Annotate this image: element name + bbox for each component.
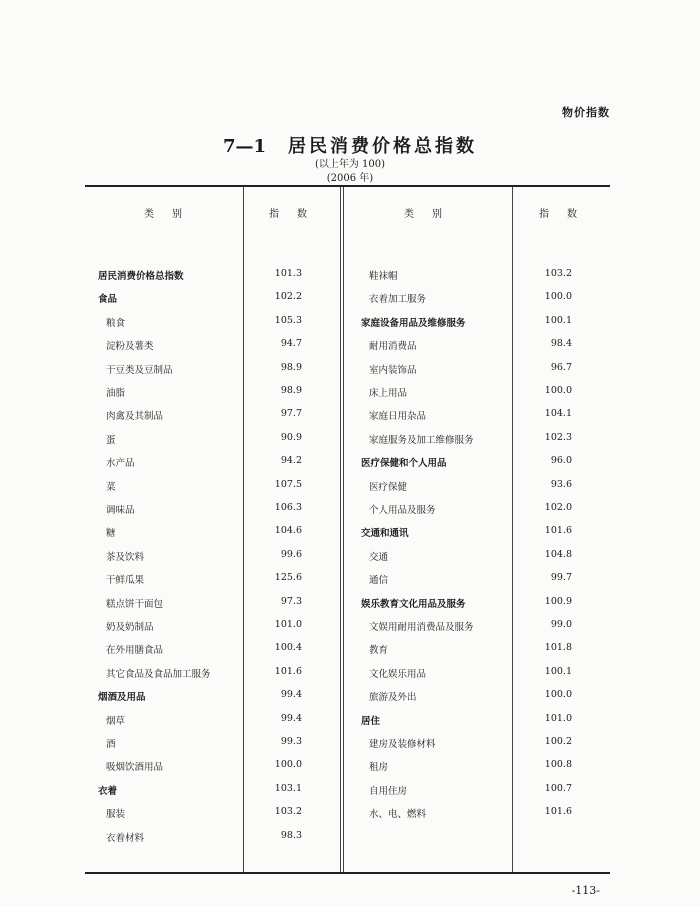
row-label: 肉禽及其制品 xyxy=(106,411,164,422)
column-divider xyxy=(243,187,244,872)
header-index-left: 指 数 xyxy=(269,209,311,220)
row-label: 交通和通讯 xyxy=(361,528,409,539)
row-value: 103.2 xyxy=(544,268,572,279)
row-label: 食品 xyxy=(98,294,118,305)
row-value: 100.1 xyxy=(544,315,572,326)
row-label: 水产品 xyxy=(106,458,135,469)
row-label: 居民消费价格总指数 xyxy=(98,271,184,282)
row-label: 糕点饼干面包 xyxy=(106,599,164,610)
header-category-left: 类 别 xyxy=(144,209,186,220)
table-top-rule xyxy=(85,185,610,187)
row-label: 干鲜瓜果 xyxy=(106,575,145,586)
row-label: 建房及装修材料 xyxy=(369,739,436,750)
row-value: 102.2 xyxy=(274,291,302,302)
row-value: 90.9 xyxy=(280,432,302,443)
row-value: 105.3 xyxy=(274,315,302,326)
row-value: 100.9 xyxy=(544,596,572,607)
row-label: 个人用品及服务 xyxy=(369,505,436,516)
row-value: 97.7 xyxy=(280,408,302,419)
row-label: 医疗保健 xyxy=(369,482,408,493)
header-index-right: 指 数 xyxy=(539,209,581,220)
table-base-note: (以上年为 100) xyxy=(314,159,386,170)
row-label: 鞋袜帽 xyxy=(369,271,398,282)
row-value: 100.0 xyxy=(544,689,572,700)
row-value: 96.0 xyxy=(550,455,572,466)
row-value: 100.0 xyxy=(544,385,572,396)
row-value: 98.9 xyxy=(280,362,302,373)
row-label: 耐用消费品 xyxy=(369,341,417,352)
row-value: 106.3 xyxy=(274,502,302,513)
row-value: 100.0 xyxy=(274,759,302,770)
row-label: 室内装饰品 xyxy=(369,365,417,376)
row-label: 租房 xyxy=(369,762,389,773)
row-value: 100.4 xyxy=(274,642,302,653)
row-value: 100.2 xyxy=(544,736,572,747)
row-value: 104.1 xyxy=(544,408,572,419)
row-value: 99.6 xyxy=(280,549,302,560)
row-label: 干豆类及豆制品 xyxy=(106,365,173,376)
row-value: 101.8 xyxy=(544,642,572,653)
row-label: 床上用品 xyxy=(369,388,408,399)
row-value: 104.8 xyxy=(544,549,572,560)
row-label: 家庭服务及加工维修服务 xyxy=(369,435,474,446)
row-label: 教育 xyxy=(369,645,389,656)
row-label: 通信 xyxy=(369,575,389,586)
row-label: 医疗保健和个人用品 xyxy=(361,458,447,469)
row-value: 102.0 xyxy=(544,502,572,513)
row-value: 101.0 xyxy=(274,619,302,630)
row-label: 服装 xyxy=(106,809,126,820)
row-value: 100.7 xyxy=(544,783,572,794)
table-title-text: 居民消费价格总指数 xyxy=(288,136,478,157)
row-label: 自用住房 xyxy=(369,786,408,797)
page-number: -113- xyxy=(571,884,600,897)
row-value: 101.6 xyxy=(274,666,302,677)
row-value: 107.5 xyxy=(274,479,302,490)
row-label: 在外用膳食品 xyxy=(106,645,164,656)
row-label: 酒 xyxy=(106,739,116,750)
row-label: 家庭设备用品及维修服务 xyxy=(361,318,466,329)
row-label: 居住 xyxy=(361,716,381,727)
row-value: 93.6 xyxy=(550,479,572,490)
row-label: 其它食品及食品加工服务 xyxy=(106,669,211,680)
row-label: 交通 xyxy=(369,552,389,563)
row-label: 吸烟饮酒用品 xyxy=(106,762,164,773)
row-label: 衣着材料 xyxy=(106,833,145,844)
row-value: 98.4 xyxy=(550,338,572,349)
row-value: 102.3 xyxy=(544,432,572,443)
row-value: 101.0 xyxy=(544,713,572,724)
row-value: 98.3 xyxy=(280,830,302,841)
row-value: 100.8 xyxy=(544,759,572,770)
row-label: 奶及奶制品 xyxy=(106,622,154,633)
row-value: 99.3 xyxy=(280,736,302,747)
row-value: 103.1 xyxy=(274,783,302,794)
row-label: 淀粉及薯类 xyxy=(106,341,154,352)
row-label: 调味品 xyxy=(106,505,135,516)
center-divider xyxy=(343,187,344,872)
row-value: 97.3 xyxy=(280,596,302,607)
row-value: 99.4 xyxy=(280,713,302,724)
header-category-right: 类 别 xyxy=(404,209,446,220)
row-label: 衣着 xyxy=(98,786,118,797)
row-label: 油脂 xyxy=(106,388,126,399)
row-label: 粮食 xyxy=(106,318,126,329)
row-value: 100.1 xyxy=(544,666,572,677)
center-divider xyxy=(340,187,341,872)
column-divider xyxy=(512,187,513,872)
table-year-note: (2006 年) xyxy=(326,173,374,184)
section-tag: 物价指数 xyxy=(562,106,610,119)
row-label: 蛋 xyxy=(106,435,116,446)
row-value: 98.9 xyxy=(280,385,302,396)
row-value: 101.6 xyxy=(544,806,572,817)
row-value: 103.2 xyxy=(274,806,302,817)
row-value: 96.7 xyxy=(550,362,572,373)
row-value: 94.7 xyxy=(280,338,302,349)
table-bottom-rule xyxy=(85,872,610,874)
row-label: 茶及饮料 xyxy=(106,552,145,563)
row-value: 101.3 xyxy=(274,268,302,279)
row-value: 101.6 xyxy=(544,525,572,536)
row-value: 94.2 xyxy=(280,455,302,466)
row-label: 衣着加工服务 xyxy=(369,294,427,305)
row-label: 旅游及外出 xyxy=(369,692,417,703)
row-label: 家庭日用杂品 xyxy=(369,411,427,422)
row-label: 娱乐教育文化用品及服务 xyxy=(361,599,466,610)
row-label: 文化娱乐用品 xyxy=(369,669,427,680)
row-value: 125.6 xyxy=(274,572,302,583)
row-label: 水、电、燃料 xyxy=(369,809,427,820)
row-value: 99.7 xyxy=(550,572,572,583)
row-label: 菜 xyxy=(106,482,116,493)
row-value: 104.6 xyxy=(274,525,302,536)
row-value: 99.4 xyxy=(280,689,302,700)
row-label: 烟草 xyxy=(106,716,126,727)
row-label: 烟酒及用品 xyxy=(98,692,146,703)
row-label: 文娱用耐用消费品及服务 xyxy=(369,622,474,633)
row-value: 100.0 xyxy=(544,291,572,302)
row-value: 99.0 xyxy=(550,619,572,630)
table-number: 7—1 xyxy=(222,136,267,157)
row-label: 糖 xyxy=(106,528,116,539)
